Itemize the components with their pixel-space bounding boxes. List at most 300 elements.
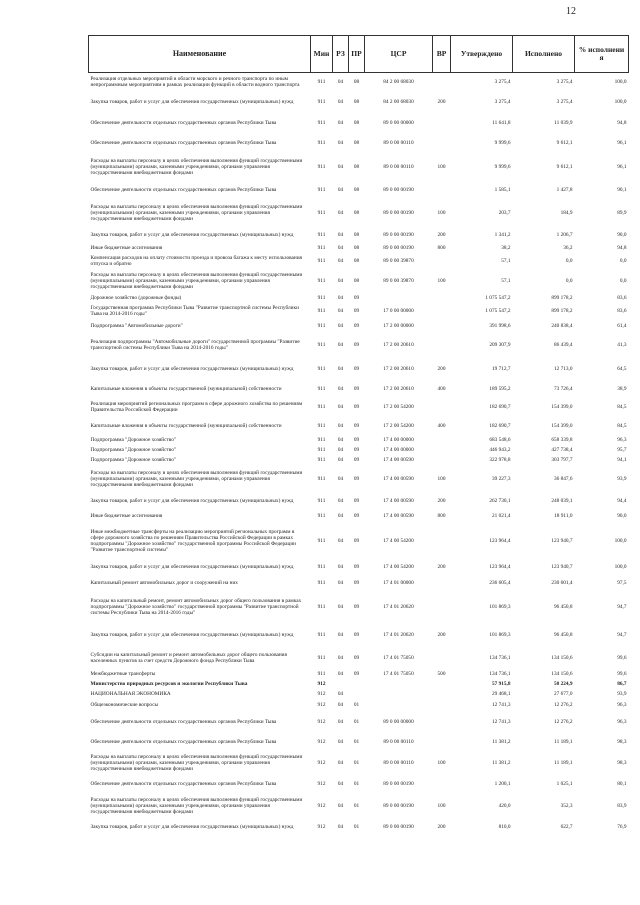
cell-approved: 1 585,1 <box>494 186 511 193</box>
cell-name: Капитальные вложения в объекты государственной (муниципальной) собственности <box>90 385 282 392</box>
cell-pr: 09 <box>353 322 360 329</box>
table-row <box>89 575 629 591</box>
cell-pr: 01 <box>353 802 360 809</box>
cell-name: Межбюджетные трансферты <box>90 670 156 677</box>
cell-percent: 90,0 <box>617 512 627 519</box>
cell-csr: 17 2 00 54200 <box>383 422 414 429</box>
cell-csr: 89 0 00 00190 <box>383 780 414 787</box>
table-row <box>89 623 629 647</box>
cell-vr: 100 <box>437 475 446 482</box>
cell-vr <box>433 699 451 711</box>
table-row <box>89 445 629 455</box>
cell-executed: 27 677,0 <box>553 690 573 697</box>
cell-rz: 04 <box>337 119 344 126</box>
cell-approved: 134 736,1 <box>489 654 511 661</box>
cell-pr: 09 <box>353 294 360 301</box>
cell-executed: 622,7 <box>560 823 573 830</box>
cell-percent: 0,0 <box>619 257 627 264</box>
cell-approved: 11 381,2 <box>492 738 511 745</box>
cell-approved: 57,1 <box>501 257 511 264</box>
cell-vr <box>433 333 451 357</box>
cell-min: 911 <box>317 385 326 392</box>
cell-min: 911 <box>317 322 326 329</box>
cell-min: 911 <box>317 436 326 443</box>
cell-pr: 09 <box>353 579 360 586</box>
cell-name: Министерство природных ресурсов и экологии Республики Тыва <box>90 680 248 687</box>
cell-name: Субсидии на капитальный ремонт и ремонт автомобильных дорог общего пользования населенных пунктов за счет средств Дорожного фонда Республики Тыва <box>90 651 287 664</box>
cell-csr: 89 0 00 00190 <box>383 209 414 216</box>
cell-min: 911 <box>317 603 326 610</box>
budget-table <box>88 35 629 835</box>
cell-vr <box>433 73 451 92</box>
cell-csr: 17 4 01 20620 <box>383 603 414 610</box>
cell-percent: 96,1 <box>617 163 627 170</box>
cell-pr: 09 <box>353 307 360 314</box>
cell-percent: 80,1 <box>617 780 627 787</box>
cell-vr: 200 <box>437 631 446 638</box>
table-body <box>89 73 629 836</box>
cell-percent: 95,7 <box>617 446 627 453</box>
cell-name: Иные бюджетные ассигнования <box>90 244 163 251</box>
cell-min: 911 <box>317 456 326 463</box>
cell-vr <box>433 775 451 793</box>
cell-rz: 04 <box>337 537 344 544</box>
cell-percent: 96,1 <box>617 139 627 146</box>
cell-rz: 04 <box>337 307 344 314</box>
cell-vr: 400 <box>437 422 446 429</box>
cell-csr <box>365 293 433 303</box>
cell-name: Подпрограмма "Дорожное хозяйство" <box>90 436 177 443</box>
cell-vr <box>433 181 451 199</box>
cell-executed: 352,3 <box>560 802 573 809</box>
cell-rz: 04 <box>337 294 344 301</box>
cell-pr: 09 <box>353 403 360 410</box>
cell-min: 911 <box>317 563 326 570</box>
cell-executed: 1 206,7 <box>556 231 573 238</box>
cell-vr <box>433 293 451 303</box>
cell-min: 911 <box>317 475 326 482</box>
cell-name: Компенсация расходов на оплату стоимости проезда и провоза багажа к месту использования отпуска и обратно <box>90 254 302 267</box>
table-row <box>89 397 629 417</box>
cell-executed: 96 450,8 <box>553 603 573 610</box>
cell-percent: 90,0 <box>617 231 627 238</box>
cell-approved: 446 943,2 <box>489 446 511 453</box>
cell-rz: 04 <box>337 244 344 251</box>
cell-name: Обеспечение деятельности отдельных государственных органов Республики Тыва <box>90 186 277 193</box>
table-row <box>89 591 629 623</box>
table-row <box>89 689 629 699</box>
cell-approved: 262 730,1 <box>489 497 511 504</box>
table-row <box>89 357 629 381</box>
cell-min: 911 <box>317 670 326 677</box>
cell-pr: 09 <box>353 497 360 504</box>
cell-csr: 89 0 00 39870 <box>383 257 414 264</box>
cell-approved: 3 275,4 <box>494 98 511 105</box>
cell-rz: 04 <box>337 670 344 677</box>
cell-name: Обеспечение деятельности отдельных государственных органов Республики Тыва <box>90 139 277 146</box>
cell-csr: 17 0 00 00000 <box>383 307 414 314</box>
table-row <box>89 523 629 559</box>
cell-pr: 08 <box>353 231 360 238</box>
header-rz: РЗ <box>333 36 349 73</box>
cell-approved: 182 690,7 <box>489 403 511 410</box>
cell-min: 911 <box>317 186 326 193</box>
table-row <box>89 381 629 397</box>
cell-pr: 08 <box>353 186 360 193</box>
cell-pr: 09 <box>353 603 360 610</box>
table-row <box>89 153 629 181</box>
cell-percent: 94,7 <box>617 631 627 638</box>
cell-name: Закупка товаров, работ и услуг для обеспечения государственных (муниципальных) нужд <box>90 98 294 105</box>
table-row <box>89 435 629 445</box>
cell-vr <box>433 319 451 333</box>
page-number: 12 <box>566 6 576 17</box>
cell-min: 912 <box>317 759 326 766</box>
table-row <box>89 509 629 523</box>
cell-rz: 04 <box>337 654 344 661</box>
cell-csr: 17 2 00 54200 <box>383 403 414 410</box>
cell-name: Закупка товаров, работ и услуг для обеспечения государственных (муниципальных) нужд <box>90 497 294 504</box>
cell-name: Закупка товаров, работ и услуг для обеспечения государственных (муниципальных) нужд <box>90 365 294 372</box>
cell-csr: 89 0 00 00000 <box>383 119 414 126</box>
cell-name: Закупка товаров, работ и услуг для обеспечения государственных (муниципальных) нужд <box>90 231 294 238</box>
cell-min: 911 <box>317 294 326 301</box>
table-row <box>89 417 629 435</box>
table-row <box>89 73 629 92</box>
table-row <box>89 319 629 333</box>
cell-executed: 303 797,7 <box>551 456 573 463</box>
cell-pr: 08 <box>353 163 360 170</box>
cell-pr: 08 <box>353 98 360 105</box>
cell-csr: 17 2 00 00000 <box>383 322 414 329</box>
table-row <box>89 303 629 319</box>
table-row <box>89 775 629 793</box>
cell-approved: 1 075 547,2 <box>485 294 511 301</box>
cell-rz: 04 <box>337 78 344 85</box>
cell-name: Реализация отдельных мероприятий в области морского и речного транспорта по иным непрограммным мероприятиям в рамках реализации функций в области водного транспорта <box>90 75 300 88</box>
table-row <box>89 269 629 293</box>
cell-percent: 94,1 <box>617 456 627 463</box>
cell-csr: 17 4 01 20620 <box>383 631 414 638</box>
cell-percent: 96,3 <box>617 718 627 725</box>
cell-min: 912 <box>317 738 326 745</box>
cell-min: 911 <box>317 209 326 216</box>
cell-csr: 17 4 00 00590 <box>383 512 414 519</box>
table-row <box>89 253 629 269</box>
cell-executed: 11 039,9 <box>554 119 573 126</box>
cell-csr: 17 2 00 20610 <box>383 365 414 372</box>
cell-executed: 134 150,6 <box>551 670 573 677</box>
table-row <box>89 819 629 835</box>
header-vr: ВР <box>433 36 451 73</box>
cell-rz: 04 <box>337 422 344 429</box>
cell-name: Обеспечение деятельности отдельных государственных органов Республики Тыва <box>90 780 277 787</box>
cell-rz: 04 <box>337 759 344 766</box>
cell-approved: 203,7 <box>498 209 511 216</box>
cell-pr: 09 <box>353 670 360 677</box>
cell-min: 911 <box>317 231 326 238</box>
cell-csr <box>365 699 433 711</box>
cell-executed: 427 738,4 <box>551 446 573 453</box>
cell-executed: 248 039,1 <box>551 497 573 504</box>
cell-vr: 200 <box>437 497 446 504</box>
header-name: Наименование <box>89 36 311 73</box>
cell-pr: 09 <box>353 436 360 443</box>
cell-csr: 17 2 00 20610 <box>383 385 414 392</box>
cell-pr: 08 <box>353 257 360 264</box>
cell-csr: 17 4 00 54200 <box>383 537 414 544</box>
cell-approved: 1 075 547,2 <box>485 307 511 314</box>
cell-min: 911 <box>317 579 326 586</box>
cell-approved: 123 964,4 <box>489 537 511 544</box>
cell-csr: 89 0 00 00110 <box>383 139 414 146</box>
cell-rz: 04 <box>337 341 344 348</box>
cell-vr <box>433 711 451 733</box>
table-row <box>89 133 629 153</box>
cell-pr: 08 <box>353 119 360 126</box>
cell-pr: 01 <box>353 759 360 766</box>
cell-approved: 38,2 <box>501 244 511 251</box>
cell-min: 912 <box>317 701 326 708</box>
cell-min: 911 <box>317 497 326 504</box>
cell-executed: 0,0 <box>565 257 573 264</box>
table-row <box>89 699 629 711</box>
cell-pr: 01 <box>353 701 360 708</box>
cell-percent: 0,0 <box>619 277 627 284</box>
cell-name: Иные межбюджетные трансферты на реализацию мероприятий региональных программ в сфере дорожного хозяйства по решениям Правительства Российской Федерации в рамках подпрограммы "Дорожное хозяйство" государственной программы Российской Федерации "Развитие транспортной системы" <box>90 528 297 554</box>
cell-rz: 04 <box>337 456 344 463</box>
cell-pr <box>349 689 365 699</box>
cell-vr <box>433 591 451 623</box>
cell-executed: 154 399,0 <box>551 403 573 410</box>
cell-executed: 899 178,2 <box>551 307 573 314</box>
cell-approved: 391 998,6 <box>489 322 511 329</box>
cell-executed: 899 178,2 <box>551 294 573 301</box>
cell-approved: 209 307,9 <box>489 341 511 348</box>
cell-rz: 04 <box>337 186 344 193</box>
cell-executed: 96 450,8 <box>553 631 573 638</box>
cell-executed: 36,2 <box>563 244 573 251</box>
cell-min: 911 <box>317 277 326 284</box>
cell-percent: 100,0 <box>614 78 627 85</box>
cell-vr: 100 <box>437 209 446 216</box>
cell-percent: 84,5 <box>617 422 627 429</box>
cell-name: Подпрограмма "Дорожное хозяйство" <box>90 446 177 453</box>
cell-rz: 04 <box>337 701 344 708</box>
cell-csr: 89 0 00 00110 <box>383 163 414 170</box>
cell-rz: 04 <box>337 98 344 105</box>
cell-vr <box>433 445 451 455</box>
cell-name: Обеспечение деятельности отдельных государственных органов Республики Тыва <box>90 718 277 725</box>
cell-csr: 89 0 00 00000 <box>383 718 414 725</box>
cell-executed: 184,9 <box>560 209 573 216</box>
cell-percent: 83,6 <box>617 294 627 301</box>
cell-vr: 100 <box>437 277 446 284</box>
cell-vr: 400 <box>437 385 446 392</box>
cell-pr: 08 <box>353 277 360 284</box>
header-pr: ПР <box>349 36 365 73</box>
cell-percent: 84,5 <box>617 403 627 410</box>
cell-executed: 9 612,1 <box>556 139 573 146</box>
cell-percent: 99,6 <box>617 670 627 677</box>
cell-rz: 04 <box>337 512 344 519</box>
cell-percent: 41,3 <box>617 341 627 348</box>
cell-approved: 236 605,4 <box>489 579 511 586</box>
cell-min: 912 <box>317 690 326 697</box>
cell-pr: 09 <box>353 631 360 638</box>
cell-executed: 36 847,6 <box>553 475 573 482</box>
cell-pr: 09 <box>353 456 360 463</box>
cell-vr <box>433 575 451 591</box>
cell-percent: 93,9 <box>617 475 627 482</box>
cell-rz: 04 <box>337 257 344 264</box>
cell-approved: 123 964,4 <box>489 563 511 570</box>
cell-percent: 97,5 <box>617 579 627 586</box>
cell-min: 912 <box>317 802 326 809</box>
cell-percent: 100,0 <box>614 98 627 105</box>
header-executed: Исполнено <box>513 36 575 73</box>
cell-approved: 101 869,3 <box>489 603 511 610</box>
cell-approved: 1 200,1 <box>494 780 511 787</box>
cell-vr: 800 <box>437 244 446 251</box>
header-csr: ЦСР <box>365 36 433 73</box>
cell-pr: 08 <box>353 209 360 216</box>
cell-executed: 12 276,2 <box>553 718 573 725</box>
cell-percent: 100,0 <box>614 537 627 544</box>
cell-executed: 11 189,1 <box>554 759 573 766</box>
cell-rz: 04 <box>337 579 344 586</box>
cell-vr <box>433 679 451 689</box>
cell-rz: 04 <box>337 802 344 809</box>
cell-rz: 04 <box>337 277 344 284</box>
cell-name: Капитальные вложения в объекты государственной (муниципальной) собственности <box>90 422 282 429</box>
cell-name: Подпрограмма "Автомобильные дороги" <box>90 322 183 329</box>
cell-csr: 17 4 01 00000 <box>383 579 414 586</box>
cell-vr: 800 <box>437 512 446 519</box>
header-percent: % исполнени я <box>575 36 629 73</box>
cell-percent: 64,5 <box>617 365 627 372</box>
cell-csr: 84 2 00 68030 <box>383 78 414 85</box>
cell-rz: 04 <box>337 690 344 697</box>
cell-rz: 04 <box>337 475 344 482</box>
cell-name: Подпрограмма "Дорожное хозяйство" <box>90 456 177 463</box>
cell-pr: 09 <box>353 512 360 519</box>
cell-csr <box>365 689 433 699</box>
cell-approved: 182 690,7 <box>489 422 511 429</box>
cell-vr: 100 <box>437 759 446 766</box>
cell-csr: 89 0 00 00110 <box>383 738 414 745</box>
cell-percent: 96,3 <box>617 436 627 443</box>
cell-vr <box>433 647 451 669</box>
cell-approved: 11 641,8 <box>492 119 511 126</box>
cell-min: 911 <box>317 139 326 146</box>
cell-percent: 38,9 <box>617 385 627 392</box>
table-row <box>89 679 629 689</box>
cell-vr <box>433 435 451 445</box>
cell-min: 911 <box>317 98 326 105</box>
cell-executed: 18 911,0 <box>554 512 573 519</box>
cell-rz: 04 <box>337 139 344 146</box>
cell-name: Капитальный ремонт автомобильных дорог и сооружений на них <box>90 579 238 586</box>
cell-name: Иные бюджетные ассигнования <box>90 512 163 519</box>
cell-min: 912 <box>317 823 326 830</box>
cell-pr <box>349 679 365 689</box>
table-row <box>89 559 629 575</box>
cell-executed: 73 726,4 <box>553 385 573 392</box>
cell-pr: 09 <box>353 475 360 482</box>
cell-percent: 94,4 <box>617 497 627 504</box>
table-row <box>89 333 629 357</box>
cell-vr: 100 <box>437 163 446 170</box>
cell-min: 911 <box>317 244 326 251</box>
cell-approved: 134 736,1 <box>489 670 511 677</box>
cell-approved: 19 712,7 <box>491 365 511 372</box>
cell-approved: 9 999,6 <box>494 163 511 170</box>
cell-approved: 57 915,8 <box>491 680 511 687</box>
cell-min: 911 <box>317 512 326 519</box>
cell-executed: 123 940,7 <box>551 537 573 544</box>
cell-csr: 17 4 00 00590 <box>383 497 414 504</box>
cell-min: 911 <box>317 631 326 638</box>
cell-percent: 98,3 <box>617 759 627 766</box>
cell-vr <box>433 689 451 699</box>
cell-percent: 100,0 <box>614 563 627 570</box>
cell-pr: 01 <box>353 738 360 745</box>
cell-vr: 200 <box>437 365 446 372</box>
cell-name: Расходы на выплаты персоналу в целях обеспечения выполнения функций государственными (муниципальными) органами, казенными учреждениями, органами управления государственными внебюджетными фондами <box>90 796 303 816</box>
cell-approved: 57,1 <box>501 277 511 284</box>
cell-vr: 100 <box>437 802 446 809</box>
cell-csr: 89 0 00 00190 <box>383 244 414 251</box>
cell-min: 911 <box>317 422 326 429</box>
cell-vr <box>433 455 451 465</box>
table-row <box>89 647 629 669</box>
cell-name: НАЦИОНАЛЬНАЯ ЭКОНОМИКА <box>90 690 171 697</box>
cell-vr <box>433 303 451 319</box>
table-row <box>89 733 629 751</box>
cell-csr: 89 0 00 00190 <box>383 802 414 809</box>
cell-rz: 04 <box>337 163 344 170</box>
cell-percent: 93,9 <box>617 690 627 697</box>
cell-csr: 89 0 00 00110 <box>383 759 414 766</box>
table-row <box>89 455 629 465</box>
cell-min: 911 <box>317 257 326 264</box>
cell-rz <box>333 679 349 689</box>
cell-approved: 29 468,1 <box>491 690 511 697</box>
cell-approved: 12 741,3 <box>491 701 511 708</box>
cell-min: 911 <box>317 537 326 544</box>
cell-executed: 12 276,2 <box>553 701 573 708</box>
cell-rz: 04 <box>337 231 344 238</box>
cell-min: 911 <box>317 446 326 453</box>
cell-executed: 3 275,4 <box>556 78 573 85</box>
cell-pr: 01 <box>353 780 360 787</box>
cell-rz: 04 <box>337 446 344 453</box>
cell-csr: 89 0 00 00190 <box>383 823 414 830</box>
cell-csr: 84 2 00 68030 <box>383 98 414 105</box>
cell-percent: 83,6 <box>617 307 627 314</box>
cell-name: Расходы на капитальный ремонт, ремонт автомобильных дорог общего пользования в рамках подпрограммы "Дорожное хозяйство" государственной программы "Развитие транспортной системы Республики Тыва на 2014-2016 годы" <box>90 597 302 617</box>
cell-approved: 1 341,2 <box>494 231 511 238</box>
table-row <box>89 493 629 509</box>
cell-rz: 04 <box>337 823 344 830</box>
cell-rz: 04 <box>337 738 344 745</box>
cell-min: 912 <box>317 680 326 687</box>
cell-name: Обеспечение деятельности отдельных государственных органов Республики Тыва <box>90 738 277 745</box>
cell-csr: 17 4 00 00000 <box>383 436 414 443</box>
cell-executed: 12 713,0 <box>553 365 573 372</box>
cell-rz: 04 <box>337 365 344 372</box>
